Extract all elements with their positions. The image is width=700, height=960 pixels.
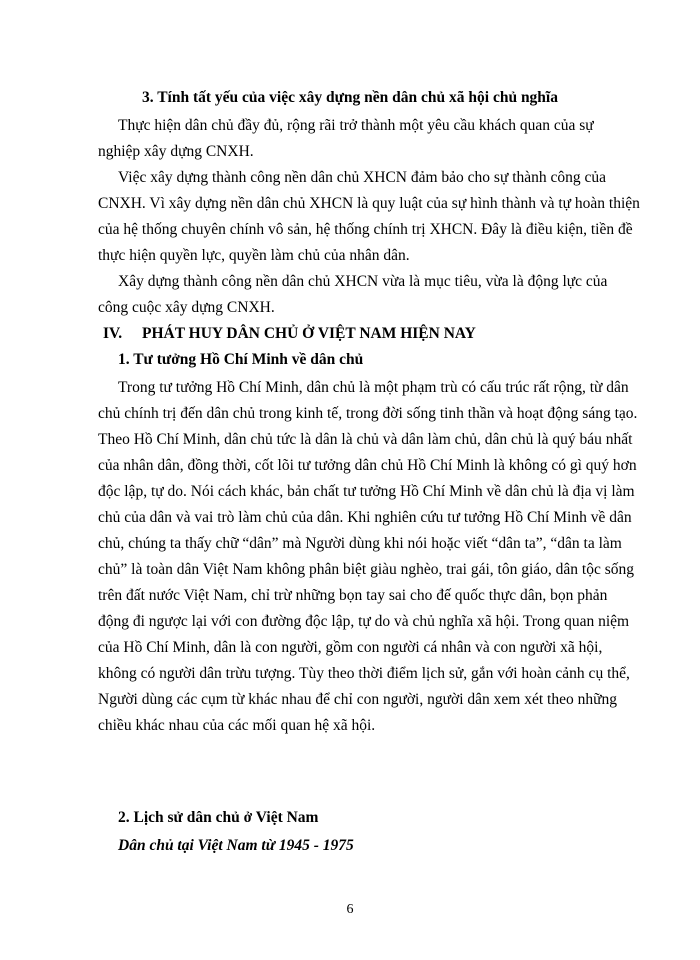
paragraph-line: chiều khác nhau của các mối quan hệ xã hội. xyxy=(98,717,376,734)
paragraph-line: động đi ngược lại với con đường độc lập, tự do và chủ nghĩa xã hội. Trong quan niệm xyxy=(98,613,630,630)
paragraph-line: công cuộc xây dựng CNXH. xyxy=(98,299,275,316)
paragraph-line: Theo Hồ Chí Minh, dân chủ tức là dân là chủ và dân làm chủ, dân chủ là quý báu nhất xyxy=(98,431,633,448)
paragraph-line: trên đất nước Việt Nam, chỉ trừ những bọn tay sai cho đế quốc thực dân, bọn phản xyxy=(98,587,608,604)
paragraph-line: của hệ thống chuyên chính vô sản, hệ thống chính trị XHCN. Đây là điều kiện, tiền đề xyxy=(98,221,633,238)
paragraph-line: của Hồ Chí Minh, dân là con người, gồm con người cá nhân và con người xã hội, xyxy=(98,639,603,656)
paragraph-line: CNXH. Vì xây dựng nền dân chủ XHCN là quy luật của sự hình thành và tự hoàn thiện xyxy=(98,195,640,212)
subsection-2-subheading: Dân chủ tại Việt Nam từ 1945 - 1975 xyxy=(118,837,354,854)
subsection-1-heading: 1. Tư tưởng Hồ Chí Minh về dân chủ xyxy=(118,351,364,368)
paragraph-line: của nhân dân, đồng thời, cốt lõi tư tưởng dân chủ Hồ Chí Minh là không có gì quý hơn xyxy=(98,457,637,474)
page-number: 6 xyxy=(346,902,354,917)
paragraph-line: không có người dân trừu tượng. Tùy theo thời điểm lịch sử, gắn với hoàn cảnh cụ thể, xyxy=(98,665,630,682)
paragraph-line: Việc xây dựng thành công nền dân chủ XHCN đảm bảo cho sự thành công của xyxy=(118,169,607,186)
section-4-number: IV. xyxy=(103,325,123,342)
paragraph-line: nghiệp xây dựng CNXH. xyxy=(98,143,254,160)
section-3-heading: 3. Tính tất yếu của việc xây dựng nền dân chủ xã hội chủ nghĩa xyxy=(142,89,558,106)
paragraph-line: chủ, chúng ta thấy chữ “dân” mà Người dùng khi nói hoặc viết “dân ta”, “dân ta làm xyxy=(98,535,622,552)
paragraph-line: chủ” là toàn dân Việt Nam không phân biệt giàu nghèo, trai gái, tôn giáo, dân tộc sống xyxy=(98,561,634,578)
paragraph-line: Xây dựng thành công nền dân chủ XHCN vừa là mục tiêu, vừa là động lực của xyxy=(118,273,608,290)
section-4-title: PHÁT HUY DÂN CHỦ Ở VIỆT NAM HIỆN NAY xyxy=(142,325,476,342)
paragraph-line: độc lập, tự do. Nói cách khác, bản chất tư tưởng Hồ Chí Minh về dân chủ là địa vị làm xyxy=(98,483,635,500)
paragraph-line: Người dùng các cụm từ khác nhau để chỉ con người, người dân xem xét theo những xyxy=(98,691,617,708)
paragraph-line: Thực hiện dân chủ đầy đủ, rộng rãi trở thành một yêu cầu khách quan của sự xyxy=(118,117,594,134)
paragraph-line: chủ chính trị đến dân chủ trong kinh tế, trong đời sống tinh thần và hoạt động sáng tạo. xyxy=(98,405,638,422)
paragraph-line: thực hiện quyền lực, quyền làm chủ của nhân dân. xyxy=(98,247,410,264)
subsection-2-heading: 2. Lịch sử dân chủ ở Việt Nam xyxy=(118,809,319,826)
paragraph-line: Trong tư tưởng Hồ Chí Minh, dân chủ là một phạm trù có cấu trúc rất rộng, từ dân xyxy=(118,379,629,396)
paragraph-line: chủ của dân và vai trò làm chủ của dân. Khi nghiên cứu tư tưởng Hồ Chí Minh về dân xyxy=(98,509,632,526)
